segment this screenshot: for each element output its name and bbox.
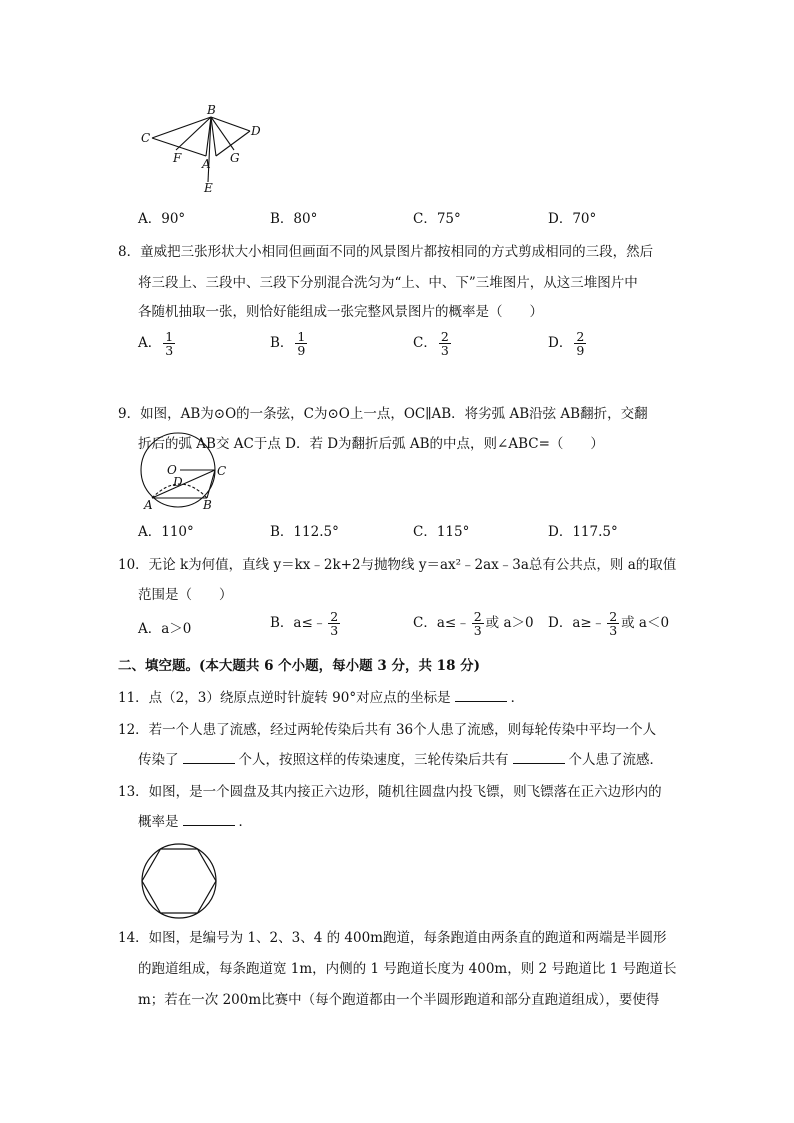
q8-option-c: C． $\frac{2}{3}$ — [413, 329, 449, 358]
q9-option-c: C．115° — [413, 524, 470, 540]
q13-line-1: 13．如图，是一个圆盘及其内接正六边形，随机往圆盘内投飞镖，则飞镖落在正六边形内的 — [118, 784, 662, 800]
q11-line: 11．点（2，3）绕原点逆时针旋转 90°对应点的坐标是 ． — [118, 690, 525, 706]
fig7-label-e: E — [204, 181, 213, 195]
q7-option-b: B．80° — [270, 211, 318, 227]
fig7-label-d: D — [251, 124, 261, 138]
q11-blank[interactable] — [455, 689, 507, 702]
q12-blank-2[interactable] — [513, 751, 565, 764]
q8-option-d: D． $\frac{2}{9}$ — [548, 329, 585, 358]
q9-line-2: 折后的弧 AB交 AC于点 D．若 D为翻折后弧 AB的中点，则∠ABC=（ ） — [138, 436, 604, 452]
fig9-label-d: D — [173, 475, 183, 489]
q13-hexagon-figure — [138, 840, 220, 922]
fig7-label-a: A — [202, 157, 211, 171]
q12-blank-1[interactable] — [183, 751, 235, 764]
q9-option-a: A．110° — [138, 524, 194, 540]
q8-option-b: B． $\frac{1}{9}$ — [270, 329, 306, 358]
q7-figure — [130, 100, 270, 195]
q9-option-d: D．117.5° — [548, 524, 618, 540]
q12-line-2: 传染了 个人，按照这样的传染速度，三轮传染后共有 个人患了流感． — [138, 752, 663, 768]
q7-option-c: C．75° — [413, 211, 461, 227]
q14-line-1: 14．如图，是编号为 1、2、3、4 的 400m跑道，每条跑道由两条直的跑道和两端是半圆形 — [118, 930, 667, 946]
q8-option-a: A． $\frac{1}{3}$ — [138, 329, 174, 358]
q10-option-d: D．a≥﹣ $\frac{2}{3}$ 或 a＜0 — [548, 609, 670, 638]
q7-option-d: D．70° — [548, 211, 597, 227]
q8-line-3: 各随机抽取一张，则恰好能组成一张完整风景图片的概率是（ ） — [138, 304, 543, 320]
fig9-label-c: C — [217, 464, 227, 478]
q7-option-a: A．90° — [138, 211, 186, 227]
q9-option-b: B．112.5° — [270, 524, 339, 540]
q10-option-a: A．a＞0 — [138, 621, 192, 637]
fig9-label-o: O — [167, 463, 177, 477]
fig7-label-f: F — [173, 151, 182, 165]
q12-line-1: 12．若一个人患了流感，经过两轮传染后共有 36个人患了流感，则每轮传染中平均一个人 — [118, 722, 657, 738]
q8-line-1: 8．童威把三张形状大小相同但画面不同的风景图片都按相同的方式剪成相同的三段，然后 — [118, 244, 654, 260]
q9-line-1: 9．如图，AB为⊙O的一条弦，C为⊙O上一点，OC∥AB．将劣弧 AB沿弦 AB翻折，交翻 — [118, 406, 648, 422]
fig9-label-a: A — [144, 498, 153, 512]
q13-blank[interactable] — [183, 813, 235, 826]
q14-line-3: m；若在一次 200m比赛中（每个跑道都由一个半圆形跑道和部分直跑道组成），要使得 — [138, 992, 660, 1008]
fig7-label-c: C — [141, 131, 151, 145]
q10-option-c: C．a≤﹣ $\frac{2}{3}$ 或 a＞0 — [413, 609, 534, 638]
fig9-label-b: B — [203, 498, 212, 512]
fig7-label-b: B — [207, 103, 216, 117]
q8-line-2: 将三段上、三段中、三段下分别混合洗匀为“上、中、下”三堆图片，从这三堆图片中 — [138, 275, 638, 291]
fig7-label-g: G — [230, 151, 240, 165]
section-2-heading: 二、填空题。(本大题共 6 个小题，每小题 3 分，共 18 分) — [118, 658, 481, 674]
q10-line-1: 10．无论 k为何值，直线 y＝kx﹣2k+2与抛物线 y＝ax²﹣2ax﹣3a总有公共点，则 a的取值 — [118, 557, 677, 573]
q14-line-2: 的跑道组成，每条跑道宽 1m，内侧的 1 号跑道长度为 400m，则 2 号跑道比 1 号跑道长 — [138, 961, 677, 977]
q10-option-b: B．a≤﹣ $\frac{2}{3}$ — [270, 609, 339, 638]
q9-figure — [135, 430, 235, 515]
q13-line-2: 概率是 ． — [138, 814, 252, 830]
q10-line-2: 范围是（ ） — [138, 587, 233, 603]
